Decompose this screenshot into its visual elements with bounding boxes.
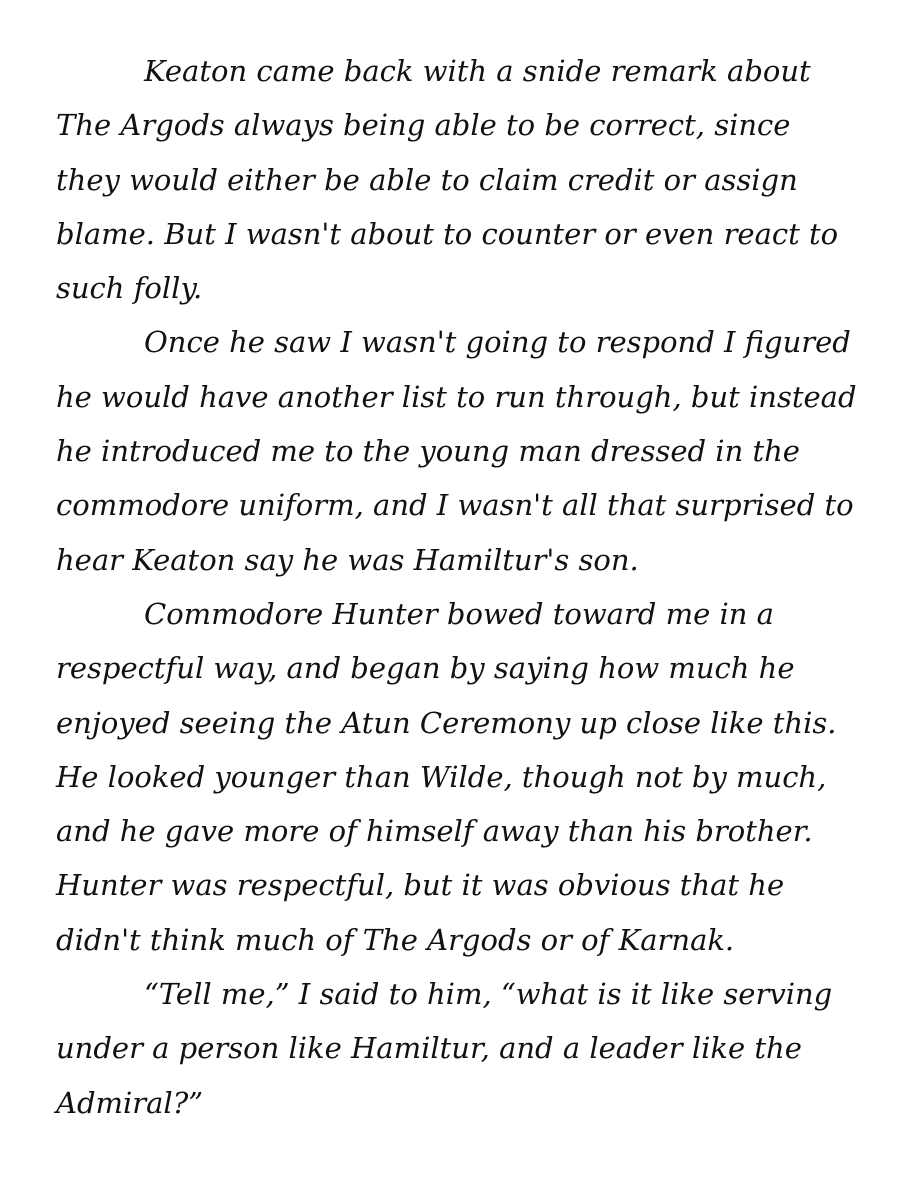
text-line: under a person like Hamiltur, and a leader like the (56, 1031, 802, 1066)
text-line: blame. But I wasn't about to counter or even react to (56, 216, 839, 251)
text-line: Admiral?” (56, 1085, 204, 1120)
text-line: such folly. (56, 271, 203, 306)
text-line: Keaton came back with a snide remark about (144, 54, 811, 88)
text-line: He looked younger than Wilde, though not by much, (56, 759, 827, 794)
text-line: he would have another list to run through, but instead (56, 379, 857, 414)
paragraph (56, 315, 876, 586)
paragraph (56, 967, 876, 1130)
text-line: he introduced me to the young man dressed in the (56, 434, 800, 469)
text-line: The Argods always being able to be correct, since (56, 108, 791, 143)
text-line: Commodore Hunter bowed toward me in a (144, 596, 774, 631)
text-line: enjoyed seeing the Atun Ceremony up close like this. (56, 705, 837, 740)
paragraph (56, 587, 876, 967)
paragraph (56, 44, 876, 315)
text-line: and he gave more of himself away than his brother. (56, 814, 813, 849)
text-line: respectful way, and began by saying how much he (56, 651, 795, 686)
body-text (56, 44, 876, 1130)
text-line: Once he saw I wasn't going to respond I figured (144, 325, 851, 360)
text-line: didn't think much of The Argods or of Karnak. (56, 922, 735, 957)
text-line: they would either be able to claim credit or assign (56, 162, 798, 197)
text-line: commodore uniform, and I wasn't all that surprised to (56, 488, 854, 523)
text-line: “Tell me,” I said to him, “what is it like serving (144, 977, 833, 1012)
text-line: hear Keaton say he was Hamiltur's son. (56, 542, 639, 577)
text-line: Hunter was respectful, but it was obvious that he (56, 868, 785, 903)
